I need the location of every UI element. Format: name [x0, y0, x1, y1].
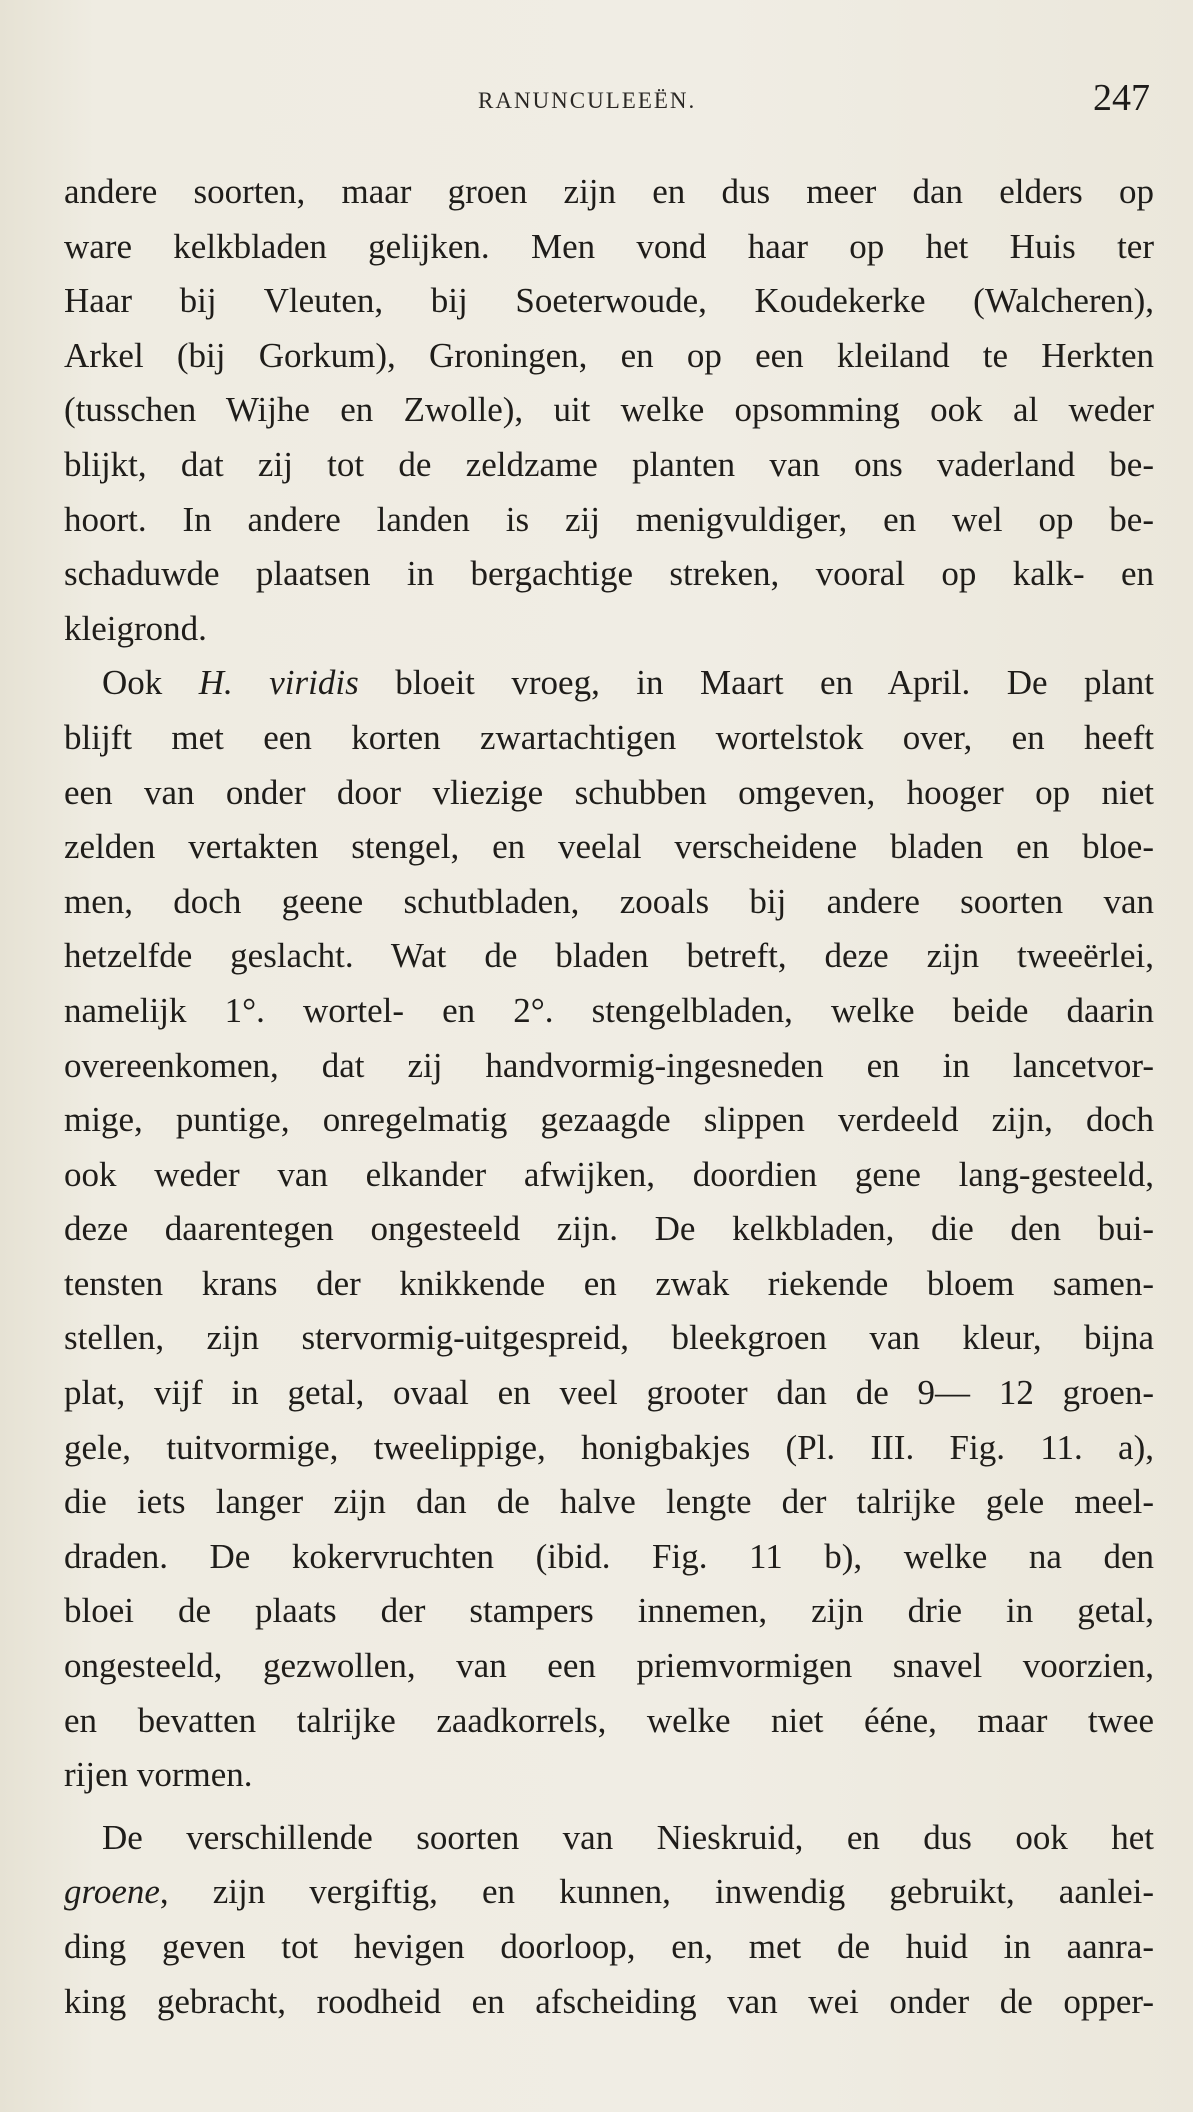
text-span: Ook	[102, 663, 199, 703]
text-line: een van onder door vliezige schubben omgeven, hooger op niet	[64, 772, 1154, 812]
text-line: mige, puntige, onregelmatig gezaagde slippen verdeeld zijn, doch	[64, 1100, 1154, 1140]
text-line: namelijk 1°. wortel- en 2°. stengelbladen, welke beide daarin	[64, 990, 1154, 1030]
text-line: hoort. In andere landen is zij menigvuldiger, en wel op be-	[64, 499, 1154, 539]
text-line	[64, 1865, 1154, 1920]
text-line: hetzelfde geslacht. Wat de bladen betreft, deze zijn tweeërlei,	[64, 936, 1154, 976]
text-line: stellen, zijn stervormig-uitgespreid, bleekgroen van kleur, bijna	[64, 1318, 1154, 1358]
text-line: gele, tuitvormige, tweelippige, honigbakjes (Pl. III. Fig. 11. a),	[64, 1427, 1154, 1467]
text-line: De verschillende soorten van Nieskruid, en dus ook het	[102, 1817, 1154, 1857]
text-line: schaduwde plaatsen in bergachtige streken, vooral op kalk- en	[64, 554, 1154, 594]
text-line: overeenkomen, dat zij handvormig-ingesneden en in lancetvor-	[64, 1045, 1154, 1085]
page-header	[0, 77, 1193, 142]
text-span: , zijn vergiftig, en kunnen, inwendig gebruikt, aanlei-	[159, 1872, 1154, 1912]
text-line: andere soorten, maar groen zijn en dus meer dan elders op	[64, 172, 1154, 211]
text-line: tensten krans der knikkende en zwak riekende bloem samen-	[64, 1263, 1154, 1303]
body-text	[64, 165, 1154, 2029]
text-line: Haar bij Vleuten, bij Soeterwoude, Koudekerke (Walcheren),	[64, 281, 1154, 321]
running-head: RANUNCULEEËN.	[478, 88, 697, 113]
text-line: en bevatten talrijke zaadkorrels, welke niet ééne, maar twee	[64, 1700, 1154, 1740]
text-line: ongesteeld, gezwollen, van een priemvormigen snavel voorzien,	[64, 1646, 1154, 1686]
paragraph-2	[64, 656, 1154, 1802]
text-span: bloeit vroeg, in Maart en April. De plant	[358, 663, 1154, 703]
text-line: blijft met een korten zwartachtigen wortelstok over, en heeft	[64, 717, 1154, 757]
text-line: deze daarentegen ongesteeld zijn. De kelkbladen, die den bui-	[64, 1209, 1154, 1249]
species-name: H. viridis	[198, 663, 359, 703]
text-line: die iets langer zijn dan de halve lengte der talrijke gele meel-	[64, 1482, 1154, 1522]
paragraph-gap	[64, 1803, 1154, 1811]
paragraph-1	[64, 165, 1154, 656]
text-line: Arkel (bij Gorkum), Groningen, en op een kleiland te Herkten	[64, 335, 1154, 375]
page-number: 247	[1093, 77, 1150, 119]
text-line: ook weder van elkander afwijken, doordien gene lang-gesteeld,	[64, 1154, 1154, 1194]
text-line: bloei de plaats der stampers innemen, zijn drie in getal,	[64, 1591, 1154, 1631]
emphasis-word: groene	[64, 1872, 160, 1912]
paragraph-3	[64, 1811, 1154, 2029]
text-line: men, doch geene schutbladen, zooals bij andere soorten van	[64, 881, 1154, 921]
text-line: ware kelkbladen gelijken. Men vond haar op het Huis ter	[64, 226, 1154, 266]
text-line: blijkt, dat zij tot de zeldzame planten van ons vaderland be-	[64, 444, 1154, 484]
text-line	[64, 656, 1154, 711]
text-line: draden. De kokervruchten (ibid. Fig. 11 b), welke na den	[64, 1536, 1154, 1576]
text-line: zelden vertakten stengel, en veelal verscheidene bladen en bloe-	[64, 827, 1154, 867]
text-line: ding geven tot hevigen doorloop, en, met de huid in aanra-	[64, 1927, 1154, 1966]
text-line: rijen vormen.	[64, 1755, 253, 1795]
text-line: king gebracht, roodheid en afscheiding van wei onder de opper-	[64, 1981, 1154, 2021]
text-line: (tusschen Wijhe en Zwolle), uit welke opsomming ook al weder	[64, 390, 1154, 430]
text-line: kleigrond.	[64, 608, 207, 648]
text-line: plat, vijf in getal, ovaal en veel grooter dan de 9— 12 groen-	[64, 1373, 1154, 1413]
